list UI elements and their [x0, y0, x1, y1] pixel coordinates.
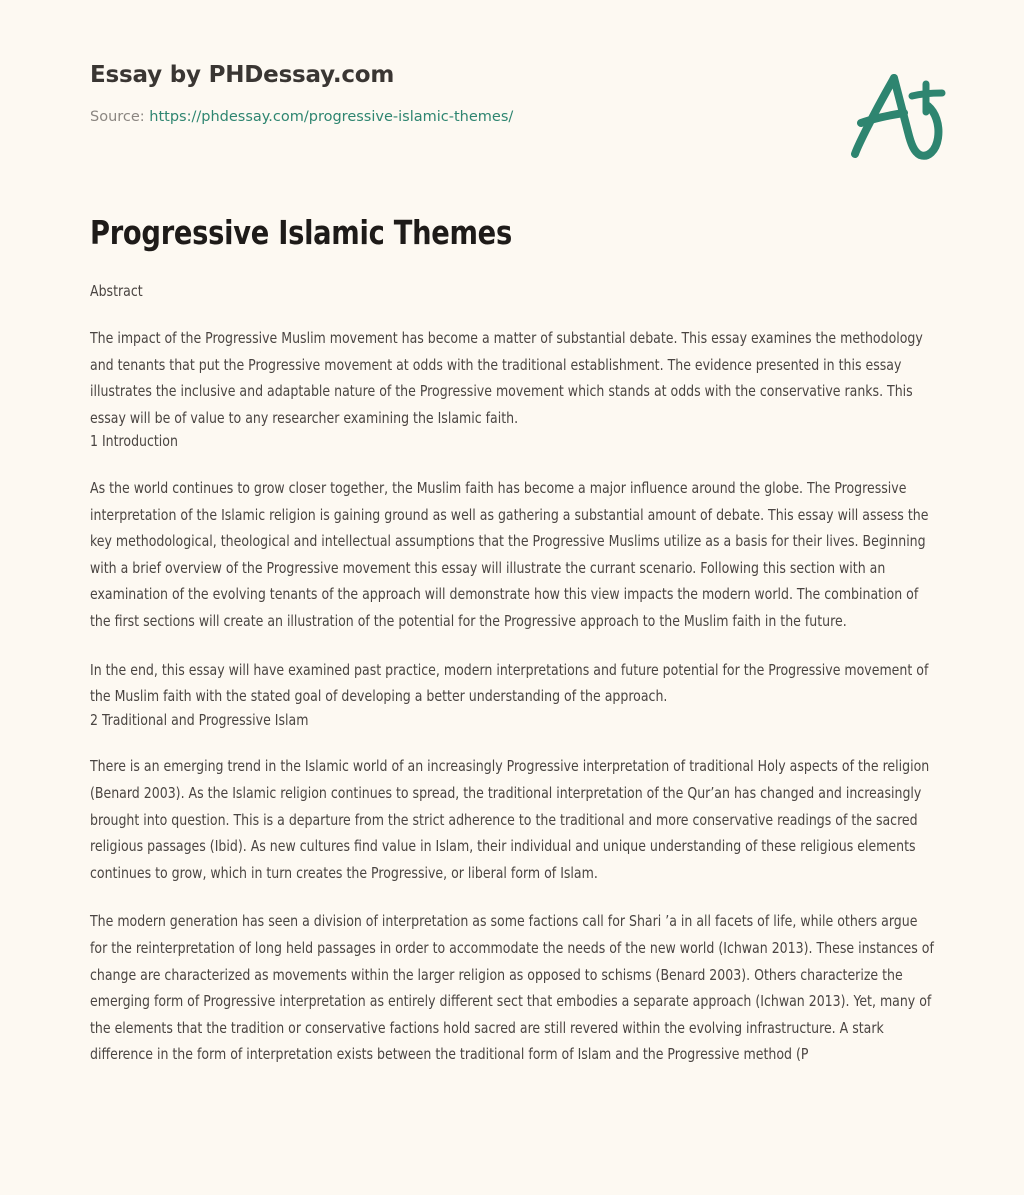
source-url-link[interactable]: https://phdessay.com/progressive-islamic-themes/ — [149, 108, 514, 125]
paragraph: In the end, this essay will have examined past practice, modern interpretations and future potential for the Progressive movement of the Muslim faith with the stated goal of developing a better understanding of the approach. — [90, 660, 929, 706]
source-label: Source: — [90, 108, 145, 125]
page-title: Progressive Islamic Themes — [90, 213, 512, 252]
brand-title: Essay by PHDessay.com — [90, 62, 395, 88]
a-plus-icon — [842, 66, 952, 166]
source-line — [90, 108, 790, 127]
section-heading: Abstract — [90, 282, 143, 301]
section-abstract — [90, 281, 935, 431]
paragraph: The impact of the Progressive Muslim movement has become a matter of substantial debate. This essay examines the methodology and tenants that put the Progressive movement at odds with the traditional establishment. The evidence presented in this essay illustrates the inclusive and adaptable nature of the Progressive movement which stands at odds with the conservative ranks. This essay will be of value to any researcher examining the Islamic faith. — [90, 328, 923, 427]
paragraph: As the world continues to grow closer together, the Muslim faith has become a major influence around the globe. The Progressive interpretation of the Islamic religion is gaining ground as well as gathering a substantial amount of debate. This essay will assess the key methodological, theological and intellectual assumptions that the Progressive Muslims utilize as a basis for their lives. Beginning with a brief overview of the Progressive movement this essay will illustrate the currant scenario. Following this section with an examination of the evolving tenants of the approach will demonstrate how this view impacts the modern world. The combination of the first sections will create an illustration of the potential for the Progressive approach to the Muslim faith in the future. — [90, 479, 929, 630]
section-heading: 1 Introduction — [90, 432, 178, 451]
section-introduction — [90, 431, 935, 709]
paragraph: The modern generation has seen a division of interpretation as some factions call for Shari ’a in all facets of life, while others argue for the reinterpretation of long held passages in order to accommodate the needs of the new world (Ichwan 2013). These instances of change are characterized as movements within the larger religion as opposed to schisms (Benard 2003). Others characterize the emerging form of Progressive interpretation as entirely different sect that embodies a separate approach (Ichwan 2013). Yet, many of the elements that the tradition or conservative factions hold sacred are still revered within the evolving infrastructure. A stark difference in the form of interpretation exists between the traditional form of Islam and the Progressive method (P — [90, 912, 934, 1064]
document-body — [90, 212, 935, 1068]
a-plus-logo — [842, 66, 952, 166]
paragraph: There is an emerging trend in the Islamic world of an increasingly Progressive interpretation of traditional Holy aspects of the religion (Benard 2003). As the Islamic religion continues to spread, the traditional interpretation of the Qur’an has changed and increasingly brought into question. This is a departure from the strict adherence to the traditional and more conservative readings of the sacred religious passages (Ibid). As new cultures find value in Islam, their individual and unique understanding of these religious elements continues to grow, which in turn creates the Progressive, or liberal form of Islam. — [90, 757, 930, 882]
section-heading: 2 Traditional and Progressive Islam — [90, 710, 309, 729]
section-traditional-and-progressive-islam — [90, 710, 935, 1068]
page-header — [90, 62, 790, 126]
